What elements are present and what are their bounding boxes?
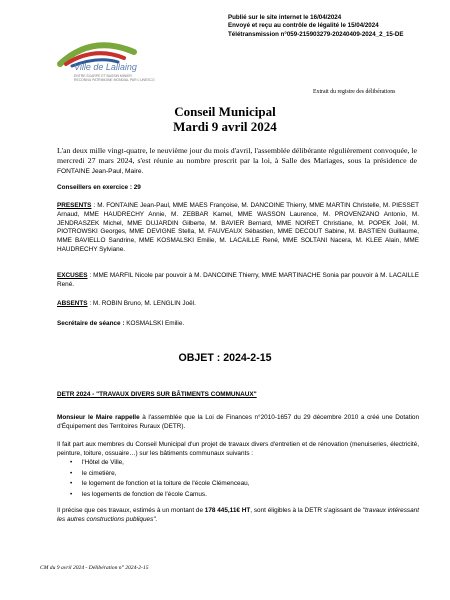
presents-paragraph: PRESENTS : M. FONTAINE Jean-Paul, MME MAES Françoise, M. DANCOINE Thierry, MME MARTIN Christelle, M. PIESSET Arnaud, MME HAUDRECHY Annie, M. ZEBBAR Kamel, MME WASSON Laurence, M. PROVENZANO Antonio, M. JENDRASZEK Michel, MME DUJARDIN Gilberte, M. BAVIER Bernard, MME NOIRET Christiane, M. POPEK Joël, M. PIOTROWSKI Georges, MME DEVIGNE Stella, M. FAUVEAUX Sébastien, MME DECOUT Sabine, M. BASTIEN Guillaume, MME BAVIELLO Sandrine, MME KOSMALSKI Emilie, M. LACAILLE René, MME SOLTANI Nacera, M. KLEE Alain, MME HAUDRECHY Sylviane.: [57, 202, 419, 253]
conseillers-en-exercice: Conseillers en exercice : 29: [57, 184, 141, 191]
publication-line-2: Envoyé et reçu au contrôle de légalité le 15/04/2024: [228, 22, 379, 30]
list-item: • le logement de fonction et la toiture de l'école Clémenceau,: [70, 479, 249, 490]
bullet-icon: •: [70, 490, 73, 498]
list-item: • le cimetière,: [70, 469, 249, 480]
intro-paragraph: L'an deux mille vingt-quatre, le neuvième jour du mois d'avril, l'assemblée délibérante régulièrement convoquée, le mercredi 27 mars 2024, s'est réunie au nombre prescrit par la loi, à Salle des Mariages, sous la présidence de FONTAINE Jean-Paul, Maire.: [57, 146, 417, 176]
batiments-list: [70, 458, 249, 500]
logo-tagline: ENTRE SCARPE ET BASSIN MINIER RECONNU PATRIMOINE MONDIAL PAR L'UNESCO: [74, 74, 155, 82]
paragraph-rappel: Monsieur le Maire rappelle à l'assemblée que la Loi de Finances n°2010-1657 du 29 décembre 2010 a créé une Dotation d'Équipement des Territoires Ruraux (DETR).: [57, 414, 419, 430]
montant-value: 178 445,11€ HT: [204, 507, 251, 514]
detr-heading: DETR 2024 - "TRAVAUX DIVERS SUR BÂTIMENTS COMMUNAUX": [57, 391, 257, 398]
page-subtitle-date: Mardi 9 avril 2024: [173, 119, 277, 134]
objet-heading: OBJET : 2024-2-15: [178, 352, 272, 364]
secretaire-paragraph: Secrétaire de séance : KOSMALSKI Emilie.: [57, 320, 185, 327]
publication-stamp: [228, 14, 404, 39]
list-item: • l'Hôtel de Ville,: [70, 458, 249, 469]
footer-reference: CM du 9 avril 2024 - Délibération n° 2024-2-15: [40, 565, 149, 571]
paragraph-projet: Il fait part aux membres du Conseil Municipal d'un projet de travaux divers d'entretien et de rénovation (menuiseries, électricité, peinture, toiture, ossuaire…) sur les bâtiments communaux suivants :: [57, 441, 419, 457]
publication-line-3: Télétransmission n°059-215903279-20240409-2024_2_15-DE: [228, 30, 404, 38]
logo-name: Ville de Lallaing: [74, 62, 137, 72]
excuses-paragraph: EXCUSES : MME MARFIL Nicole par pouvoir à M. DANCOINE Thierry, MME MARTINACHE Sonia par pouvoir à M. LACAILLE René.: [57, 272, 419, 288]
page-title: Conseil Municipal: [174, 104, 276, 119]
president-name: FONTAINE Jean-Paul, Maire.: [57, 168, 144, 176]
bullet-icon: •: [70, 469, 73, 477]
bullet-icon: •: [70, 480, 73, 488]
bullet-icon: •: [70, 459, 73, 466]
extrait-label: Extrait du registre des délibérations: [313, 89, 396, 95]
absents-paragraph: ABSENTS : M. ROBIN Bruno, M. LENGLIN Joël.: [57, 300, 196, 307]
list-item: • les logements de fonction de l'école Camus.: [70, 490, 249, 501]
paragraph-montant: Il précise que ces travaux, estimés à un montant de 178 445,11€ HT, sont éligibles à la DETR s'agissant de "travaux intéressant les autres constructions publiques".: [57, 507, 419, 523]
publication-line-1: Publié sur le site internet le 16/04/2024: [228, 14, 342, 21]
